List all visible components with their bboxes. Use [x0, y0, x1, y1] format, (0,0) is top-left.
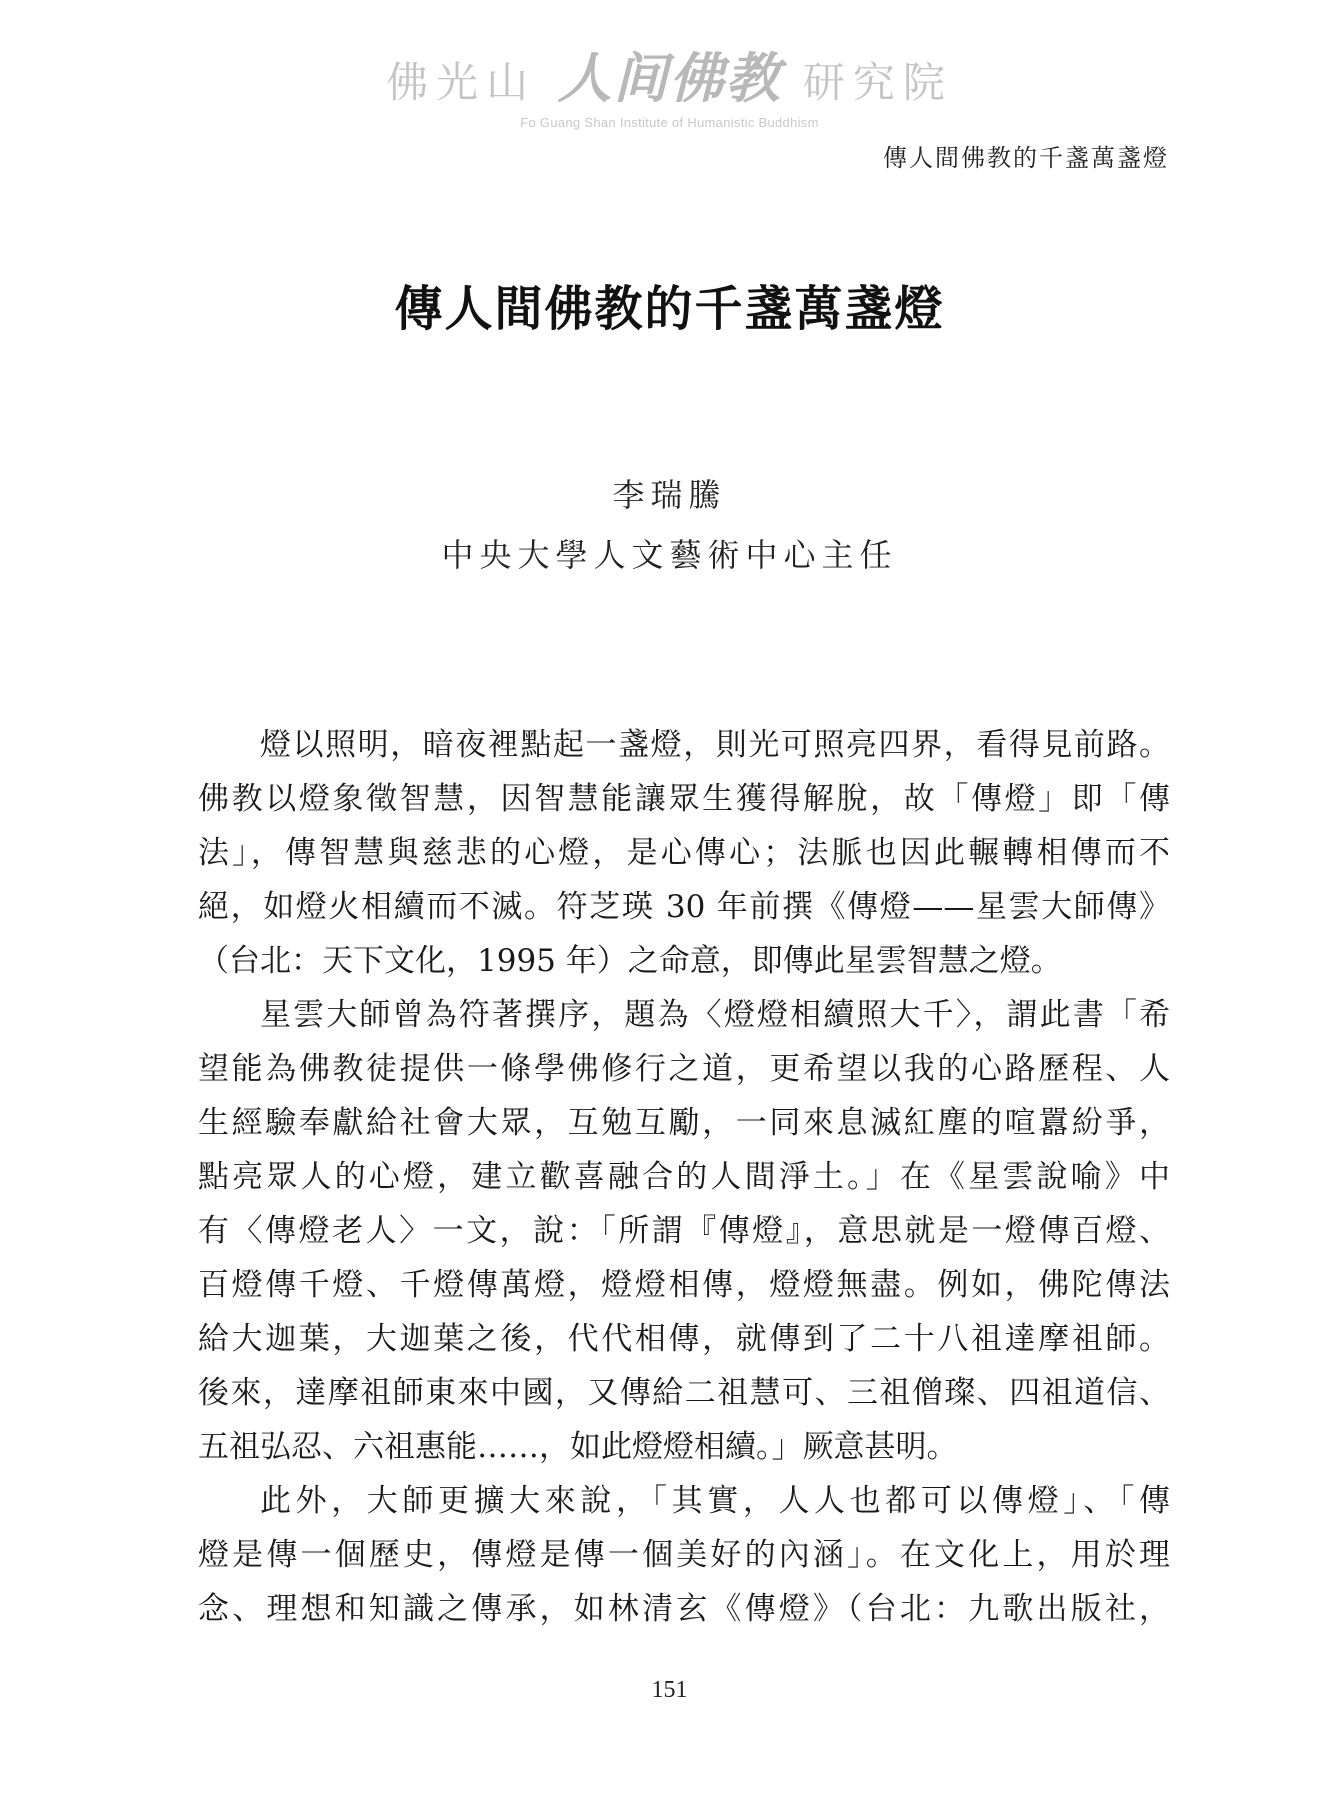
text-line: 百燈傳千燈、千燈傳萬燈，燈燈相傳，燈燈無盡。例如，佛陀傳法: [198, 1267, 1170, 1303]
text-line: （台北：天下文化，1995 年）之命意，即傳此星雲智慧之燈。: [198, 943, 1062, 979]
watermark-subtitle: Fo Guang Shan Institute of Humanistic Buddhism: [520, 115, 819, 130]
watermark-logo: [0, 36, 1339, 113]
author-name: 李瑞騰: [612, 476, 727, 514]
paragraph: [198, 718, 1170, 988]
text-line: 五祖弘忍、六祖惠能……，如此燈燈相續。」厥意甚明。: [198, 1429, 958, 1465]
text-line: 星雲大師曾為符著撰序，題為〈燈燈相續照大千〉，謂此書「希: [260, 997, 1170, 1033]
text-line: 後來，達摩祖師東來中國，又傳給二祖慧可、三祖僧璨、四祖道信、: [198, 1375, 1170, 1411]
paragraph: [198, 1474, 1170, 1636]
watermark-right: 研究院: [802, 58, 953, 107]
text-line: 生經驗奉獻給社會大眾，互勉互勵，一同來息滅紅塵的喧囂紛爭，: [198, 1105, 1170, 1141]
running-head: 傳人間佛教的千盞萬盞燈: [883, 144, 1169, 172]
text-line: 絕，如燈火相續而不滅。符芝瑛 30 年前撰《傳燈——星雲大師傳》: [198, 889, 1170, 925]
article-title: 傳人間佛教的千盞萬盞燈: [394, 281, 945, 337]
text-line: 給大迦葉，大迦葉之後，代代相傳，就傳到了二十八祖達摩祖師。: [198, 1321, 1170, 1357]
text-line: 佛教以燈象徵智慧，因智慧能讓眾生獲得解脫，故「傳燈」即「傳: [198, 781, 1170, 817]
watermark-left: 佛光山: [386, 58, 537, 107]
article-body: [198, 718, 1170, 1636]
text-line: 望能為佛教徒提供一條學佛修行之道，更希望以我的心路歷程、人: [198, 1051, 1170, 1087]
author-affiliation: 中央大學人文藝術中心主任: [441, 536, 898, 574]
text-line: 燈以照明，暗夜裡點起一盞燈，則光可照亮四界，看得見前路。: [260, 727, 1170, 763]
watermark-center: 人间佛教: [557, 46, 782, 110]
institute-watermark: [0, 36, 1339, 130]
paragraph: [198, 988, 1170, 1474]
text-line: 點亮眾人的心燈，建立歡喜融合的人間淨土。」在《星雲說喻》中: [198, 1159, 1170, 1195]
text-line: 法」，傳智慧與慈悲的心燈，是心傳心；法脈也因此輾轉相傳而不: [198, 835, 1170, 871]
page-number: 151: [651, 1677, 688, 1703]
text-line: 此外，大師更擴大來說，「其實，人人也都可以傳燈」、「傳: [260, 1483, 1170, 1519]
text-line: 念、理想和知識之傳承，如林清玄《傳燈》（台北：九歌出版社，: [198, 1591, 1170, 1627]
text-line: 有〈傳燈老人〉一文，說：「所謂『傳燈』，意思就是一燈傳百燈、: [198, 1213, 1170, 1249]
text-line: 燈是傳一個歷史，傳燈是傳一個美好的內涵」。在文化上，用於理: [198, 1537, 1170, 1573]
